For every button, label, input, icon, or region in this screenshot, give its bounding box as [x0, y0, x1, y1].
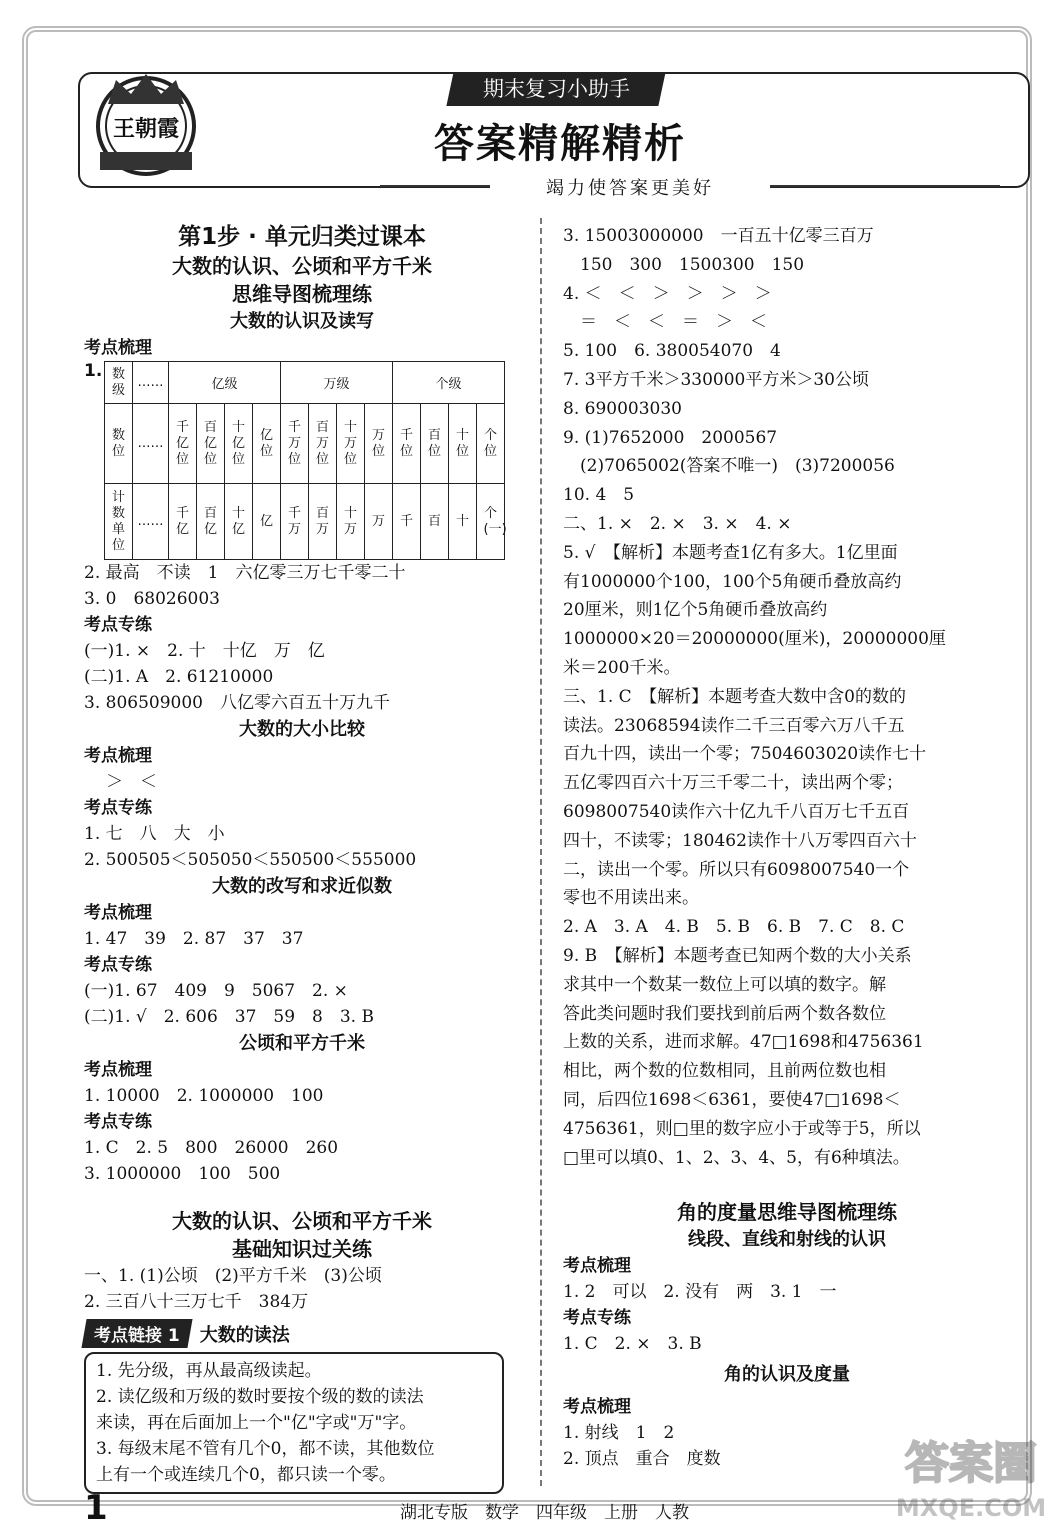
link-line: 来读，再在后面加上一个"亿"字或"万"字。 [96, 1413, 417, 1433]
section-title: 大数的大小比较 [239, 719, 365, 740]
table-cell: 万位 [371, 427, 385, 459]
table-cell: 十 [455, 513, 469, 529]
place-value-table [104, 361, 505, 560]
table-cell: 千亿位 [175, 419, 189, 467]
answer-line: 相比，两个数的位数相同，且前两位数也相 [563, 1061, 886, 1082]
answer-line: 3. 15003000000 一百五十亿零三百万 [563, 226, 874, 246]
answer-line: 3. 0 68026003 [84, 589, 220, 609]
answer-line: 2. 顶点 重合 度数 [563, 1449, 721, 1470]
table-cell: 十亿 [231, 505, 245, 537]
answer-line: 2. 三百八十三万七千 384万 [84, 1292, 309, 1312]
table-cell: 千万 [287, 505, 301, 537]
label-kdsl: 考点梳理 [563, 1397, 631, 1418]
table-cell: 十位 [455, 427, 469, 459]
table-cell: 千亿 [175, 505, 189, 537]
answer-line: (2)7065002(答案不唯一) (3)7200056 [563, 456, 895, 477]
answer-line: 4756361，则□里的数字应小于或等于5，所以 [563, 1118, 921, 1139]
answer-line: 四十，不读零；180462读作十八万零四百六十 [563, 830, 917, 851]
slogan: 竭力使答案更美好 [490, 174, 770, 200]
answer-line: 同，后四位1698＜6361，要使47□1698＜ [563, 1089, 901, 1110]
table-head: 数级 [111, 366, 125, 398]
answer-line: 1. 47 39 2. 87 37 37 [84, 929, 304, 949]
link-line: 3. 每级末尾不管有几个0，都不读，其他数位 [96, 1439, 435, 1459]
table-cell: 个(一) [483, 505, 507, 537]
answer-line: 答此类问题时我们要找到前后两个数各数位 [563, 1003, 886, 1024]
table-cell: 千位 [399, 427, 413, 459]
answer-line: 1. 七 八 大 小 [84, 824, 225, 844]
answer-line: 百九十四，读出一个零；7504603020读作七十 [563, 744, 927, 765]
table-cell: 十亿位 [231, 419, 245, 467]
table-cell: 千万位 [287, 419, 301, 467]
table-row [105, 484, 505, 560]
knowledge-link-tag: 考点链接 1 [81, 1319, 192, 1348]
answer-line: 1. C 2. 5 800 26000 260 [84, 1138, 339, 1158]
table-cell: 百亿 [203, 505, 217, 537]
answer-line: 2. 最高 不读 1 六亿零三万七千零二十 [84, 563, 406, 583]
table-cell: 个位 [483, 427, 497, 459]
table-cell: 百万位 [315, 419, 329, 467]
section-title: 大数的认识及读写 [230, 311, 374, 332]
answer-line: 9. (1)7652000 2000567 [563, 427, 778, 448]
answer-line: 150 300 1500300 150 [563, 254, 805, 275]
left-column [84, 222, 520, 1494]
table-cell: 十万位 [343, 419, 357, 467]
answer-line: 有1000000个100，100个5角硬币叠放高约 [563, 571, 902, 592]
logo-text: 王朝霞 [112, 117, 180, 142]
main-title: 答案精解精析 [434, 121, 686, 167]
place-value-table-wrap [84, 361, 520, 560]
section-title: 角的认识及度量 [724, 1364, 850, 1386]
table-cell: 万 [371, 513, 385, 529]
answer-line: (一)1. × 2. 十 十亿 万 亿 [84, 641, 325, 661]
label-kdzl: 考点专练 [84, 798, 152, 818]
link-line: 2. 读亿级和万级的数时要按个级的数的读法 [96, 1387, 424, 1407]
answer-line: 五亿零四百六十万三千零二十，读出两个零； [563, 773, 903, 794]
step-title: 第1步 · 单元归类过课本 [178, 224, 426, 250]
label-kdzl: 考点专练 [84, 615, 152, 635]
table-cell: 百 [427, 513, 441, 529]
answer-line: (二)1. A 2. 61210000 [84, 667, 274, 687]
knowledge-link-header [84, 1319, 520, 1348]
table-dots: …… [133, 362, 169, 404]
answer-line: 3. 1000000 100 500 [84, 1164, 281, 1184]
slogan-line-right [770, 185, 1000, 187]
answer-line: 米＝200千米。 [563, 657, 681, 678]
answer-line: 1. C 2. × 3. B [563, 1334, 702, 1355]
footer-info: 湖北专版 数学 四年级 上册 人教 [400, 1503, 689, 1523]
table-cell: 百万 [315, 505, 329, 537]
label-kdzl: 考点专练 [84, 1112, 152, 1132]
answer-line: 10. 4 5 [563, 485, 635, 506]
label-kdsl: 考点梳理 [84, 1060, 152, 1080]
answer-line: 8. 690003030 [563, 398, 682, 419]
answer-line: 三、1. C 【解析】本题考查大数中含0的数的 [563, 686, 906, 707]
watermark-text: 答案圈 [905, 1438, 1037, 1489]
answer-line: 6098007540读作六十亿九千八百万七千五百 [563, 801, 910, 822]
answer-line: 3. 806509000 八亿零六百五十万九千 [84, 693, 390, 713]
label-kdzl: 考点专练 [563, 1308, 631, 1329]
page-number: 1 [84, 1488, 108, 1528]
section-title: 大数的改写和求近似数 [212, 876, 392, 897]
answer-line: 一、1. (1)公顷 (2)平方千米 (3)公顷 [84, 1266, 382, 1286]
label-kdsl: 考点梳理 [84, 746, 152, 766]
table-head: 计数单位 [111, 489, 125, 553]
answer-line: 20厘米，则1亿个5角硬币叠放高约 [563, 600, 828, 621]
table-group: 个级 [393, 362, 505, 404]
table-head: 数位 [111, 427, 125, 459]
answer-line: 5. 100 6. 380054070 4 [563, 341, 781, 362]
label-kdzl: 考点专练 [84, 955, 152, 975]
watermark-logo [896, 1418, 1046, 1528]
answer-line: 2. A 3. A 4. B 5. B 6. B 7. C 8. C [563, 917, 905, 938]
table-cell: 十万 [343, 505, 357, 537]
answer-line: 读法。23068594读作二千三百零六万八千五 [563, 715, 905, 736]
answer-line: 1000000×20＝20000000(厘米)，20000000厘 [563, 629, 946, 650]
link-line: 1. 先分级，再从最高级读起。 [96, 1361, 322, 1381]
answer-line: 2. 500505＜505050＜550500＜555000 [84, 850, 417, 870]
watermark-domain: MXQE.COM [896, 1494, 1046, 1522]
table-group: 万级 [281, 362, 393, 404]
right-answer-lines [563, 222, 1011, 1172]
unit-title: 大数的认识、公顷和平方千米 [172, 254, 432, 278]
link-line: 上有一个或连续几个0，都只读一个零。 [96, 1465, 396, 1485]
table-row [105, 404, 505, 484]
knowledge-link-title: 大数的读法 [199, 1324, 290, 1346]
answer-line: 二，读出一个零。所以只有6098007540一个 [563, 859, 910, 880]
right-column [563, 222, 1011, 1472]
knowledge-link-box [84, 1352, 504, 1494]
column-divider [540, 218, 542, 1486]
answer-line: 1. 射线 1 2 [563, 1423, 675, 1444]
helper-tag: 期末复习小助手 [446, 72, 665, 106]
answer-line: ＞ ＜ [106, 772, 157, 792]
answer-line: 5. √ 【解析】本题考查1亿有多大。1亿里面 [563, 542, 898, 563]
table-dots: …… [133, 484, 169, 560]
answer-line: (二)1. √ 2. 606 37 59 8 3. B [84, 1007, 374, 1027]
table-cell: 亿位 [259, 427, 273, 459]
sub-title: 思维导图梳理练 [232, 282, 372, 306]
brand-logo [86, 64, 206, 184]
table-number: 1. [84, 361, 103, 381]
answer-line: 1. 2 可以 2. 没有 两 3. 1 一 [563, 1282, 837, 1303]
answer-line: □里可以填0、1、2、3、4、5，有6种填法。 [563, 1147, 910, 1168]
answer-line: 二、1. × 2. × 3. × 4. × [563, 513, 792, 534]
base-title: 基础知识过关练 [232, 1237, 372, 1261]
label-kdsl: 考点梳理 [563, 1256, 631, 1277]
table-cell: 百位 [427, 427, 441, 459]
table-cell: 百亿位 [203, 419, 217, 467]
slogan-line-left [380, 185, 490, 187]
section-title: 公顷和平方千米 [239, 1033, 365, 1054]
section-title: 线段、直线和射线的认识 [688, 1229, 886, 1251]
answer-line: (一)1. 67 409 9 5067 2. × [84, 981, 348, 1001]
answer-line: 7. 3平方千米＞330000平方米＞30公顷 [563, 369, 869, 390]
base-title: 大数的认识、公顷和平方千米 [172, 1209, 432, 1233]
answer-line: 零也不用读出来。 [563, 888, 699, 909]
answer-line: 上数的关系，进而求解。47□1698和4756361 [563, 1032, 924, 1053]
section-title: 角的度量思维导图梳理练 [677, 1200, 897, 1225]
table-dots: …… [133, 404, 169, 484]
label-kdsl: 考点梳理 [84, 903, 152, 923]
answer-line: 4. ＜ ＜ ＞ ＞ ＞ ＞ [563, 283, 772, 304]
label-kdsl: 考点梳理 [84, 338, 152, 358]
answer-line: 求其中一个数某一数位上可以填的数字。解 [563, 974, 886, 995]
answer-line: 1. 10000 2. 1000000 100 [84, 1086, 324, 1106]
table-group: 亿级 [169, 362, 281, 404]
answer-line: 9. B 【解析】本题考查已知两个数的大小关系 [563, 945, 912, 966]
table-cell: 千 [399, 513, 413, 529]
answer-line: ＝ ＜ ＜ ＝ ＞ ＜ [563, 312, 767, 333]
table-cell: 亿 [259, 513, 273, 529]
